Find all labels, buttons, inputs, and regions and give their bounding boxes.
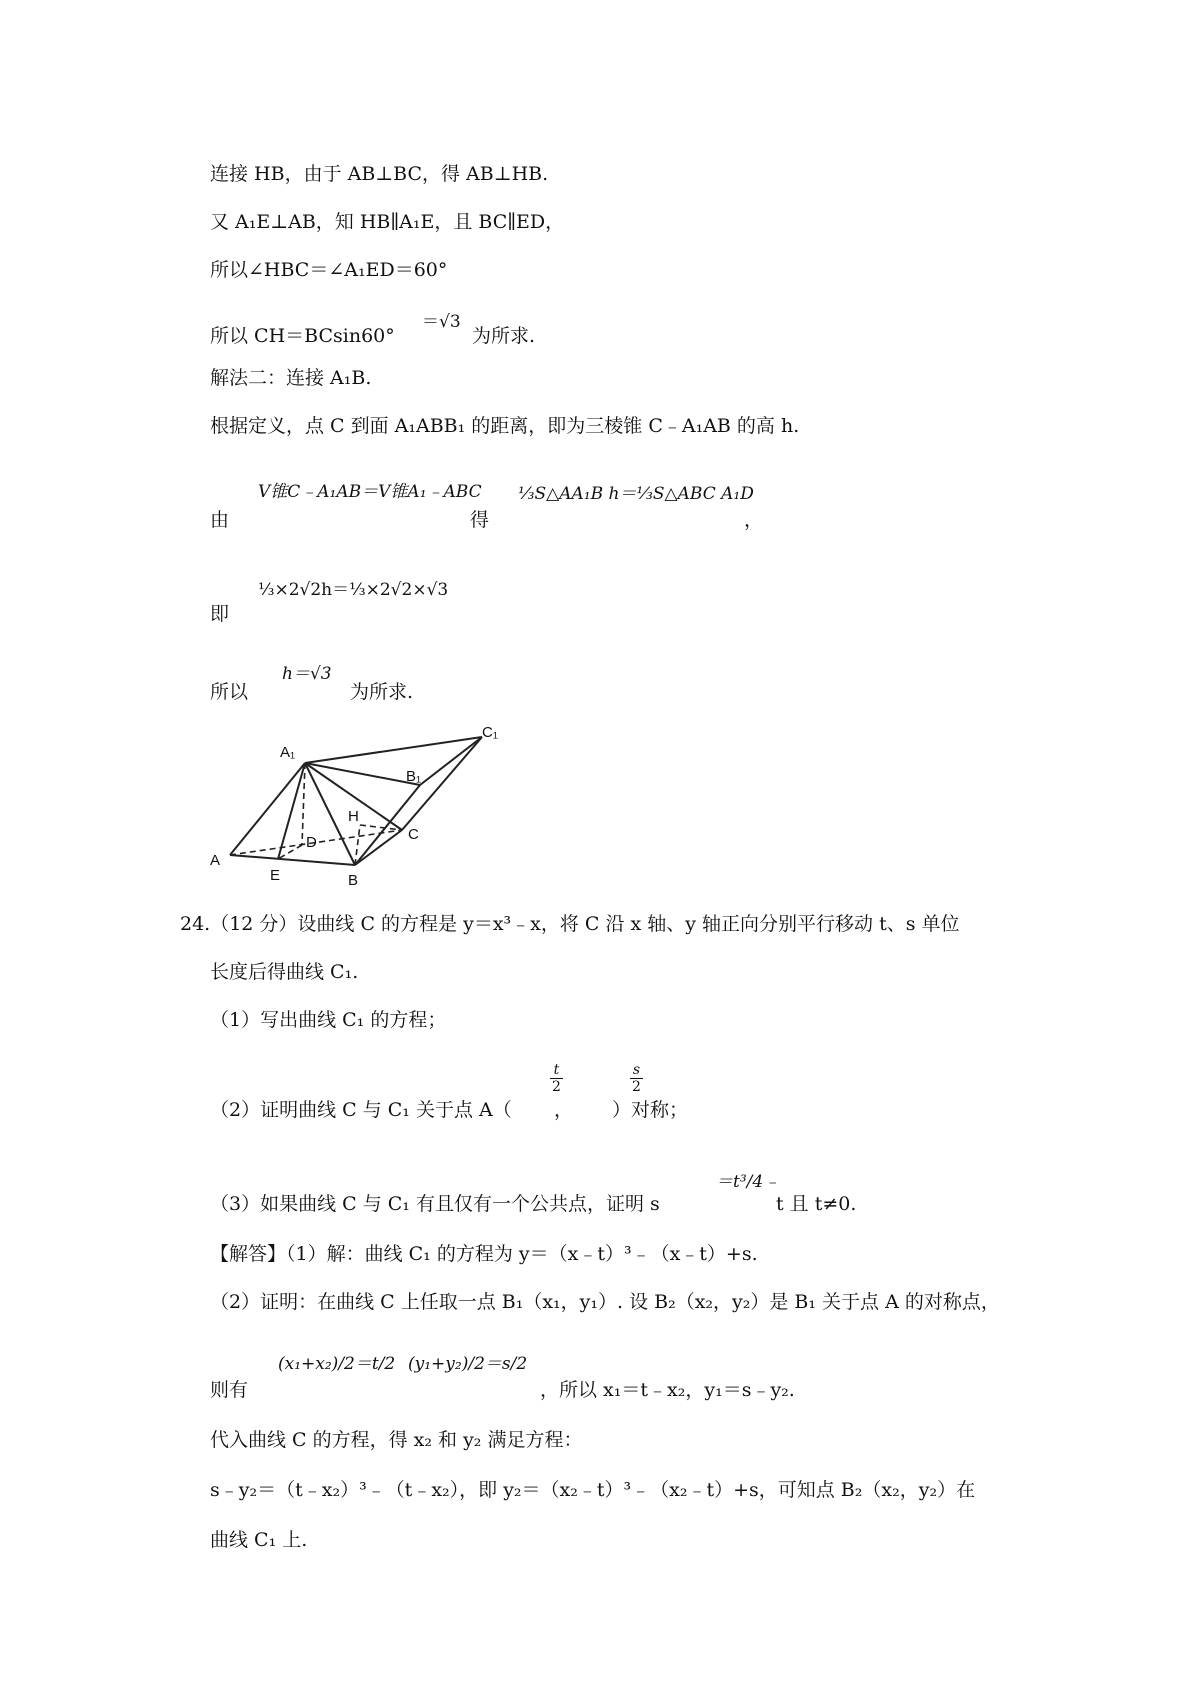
label-c1: C₁ xyxy=(482,725,498,741)
text-segment: 即 xyxy=(210,603,230,625)
answer-line: s﹣y₂＝（t﹣x₂）³﹣（t﹣x₂），即 y₂＝（x₂﹣t）³﹣（x₂﹣t）+s，可知点 B₂（x₂，y₂）在 xyxy=(210,1479,976,1501)
formula-t-cubed-over-4: ＝t³/4﹣ xyxy=(716,1172,781,1192)
text-segment: 得 xyxy=(470,509,490,531)
label-c: C xyxy=(408,826,419,843)
text-line: 解法二：连接 A₁B. xyxy=(210,367,372,389)
text-segment: 为所求. xyxy=(350,681,414,703)
numerator: s xyxy=(630,1062,643,1079)
label-b1: B₁ xyxy=(406,768,422,785)
question-24-part2: （2）证明曲线 C 与 C₁ 关于点 A（ xyxy=(210,1099,512,1121)
prism-figure xyxy=(210,725,530,900)
text-segment: ， xyxy=(744,509,764,531)
question-24-line1: 24.（12 分）设曲线 C 的方程是 y＝x³﹣x，将 C 沿 x 轴、y 轴正向分别平行移动 t、s 单位 xyxy=(180,913,960,935)
answer-part1 xyxy=(210,1240,758,1268)
formula-sqrt3: ＝√3 xyxy=(422,312,461,332)
formula-h-equation: ⅓×2√2h＝⅓×2√2×√3 xyxy=(258,580,449,600)
text-segment: 所以 CH＝BCsin60° xyxy=(210,325,395,347)
text-segment: t 且 t≠0. xyxy=(776,1193,857,1215)
formula-volume-equality: V锥C﹣A₁AB＝V锥A₁﹣ABC xyxy=(258,482,482,502)
text-line: 根据定义，点 C 到面 A₁ABB₁ 的距离，即为三棱锥 C﹣A₁AB 的高 h. xyxy=(210,415,800,437)
answer-line: 曲线 C₁ 上. xyxy=(210,1529,308,1551)
answer-line: 代入曲线 C 的方程，得 x₂ 和 y₂ 满足方程： xyxy=(210,1429,583,1451)
formula-x-midpoint: (x₁+x₂)/2＝t/2 xyxy=(278,1354,396,1374)
text-segment: ，所以 x₁＝t﹣x₂，y₁＝s﹣y₂. xyxy=(540,1379,795,1401)
text-line: 连接 HB，由于 AB⊥BC，得 AB⊥HB. xyxy=(210,163,549,185)
label-a1: A₁ xyxy=(280,744,296,761)
text-segment: 则有 xyxy=(210,1379,249,1401)
label-h: H xyxy=(348,808,359,825)
numerator: t xyxy=(550,1062,563,1079)
fraction-s-over-2 xyxy=(630,1062,643,1095)
text-line: 又 A₁E⊥AB，知 HB∥A₁E，且 BC∥ED， xyxy=(210,211,565,233)
question-24-line2: 长度后得曲线 C₁. xyxy=(210,961,359,983)
text-line xyxy=(210,322,395,350)
formula-y-midpoint: (y₁+y₂)/2＝s/2 xyxy=(408,1354,528,1374)
label-a: A xyxy=(210,852,221,869)
text-segment: （1）解：曲线 C₁ 的方程为 y＝（x﹣t）³﹣（x﹣t）+s. xyxy=(286,1243,758,1265)
text-segment: 所以 xyxy=(210,681,249,703)
text-segment: ）对称； xyxy=(612,1099,689,1121)
denominator: 2 xyxy=(552,1079,561,1095)
edge-a1-c1 xyxy=(305,737,482,763)
label-b: B xyxy=(348,872,359,889)
text-segment: 为所求. xyxy=(472,325,536,347)
edge-a-a1 xyxy=(230,763,305,855)
edge-a-b xyxy=(230,855,355,865)
label-d: D xyxy=(306,834,317,851)
answer-part2: （2）证明：在曲线 C 上任取一点 B₁（x₁，y₁）. 设 B₂（x₂，y₂）是 B₁ 关于点 A 的对称点， xyxy=(210,1291,1000,1313)
denominator: 2 xyxy=(632,1079,641,1095)
text-line: 所以∠HBC＝∠A₁ED＝60° xyxy=(210,259,448,281)
text-segment: 由 xyxy=(210,509,230,531)
question-24-part3: （3）如果曲线 C 与 C₁ 有且仅有一个公共点，证明 s xyxy=(210,1193,660,1215)
formula-area-height: ⅓S△AA₁B h＝⅓S△ABC A₁D xyxy=(518,484,754,504)
formula-h-result: h＝√3 xyxy=(282,664,332,684)
label-e: E xyxy=(270,867,281,884)
answer-label: 【解答】 xyxy=(210,1243,287,1265)
fraction-t-over-2 xyxy=(550,1062,563,1095)
text-segment: ， xyxy=(554,1099,574,1121)
question-24-part1: （1）写出曲线 C₁ 的方程； xyxy=(210,1009,447,1031)
